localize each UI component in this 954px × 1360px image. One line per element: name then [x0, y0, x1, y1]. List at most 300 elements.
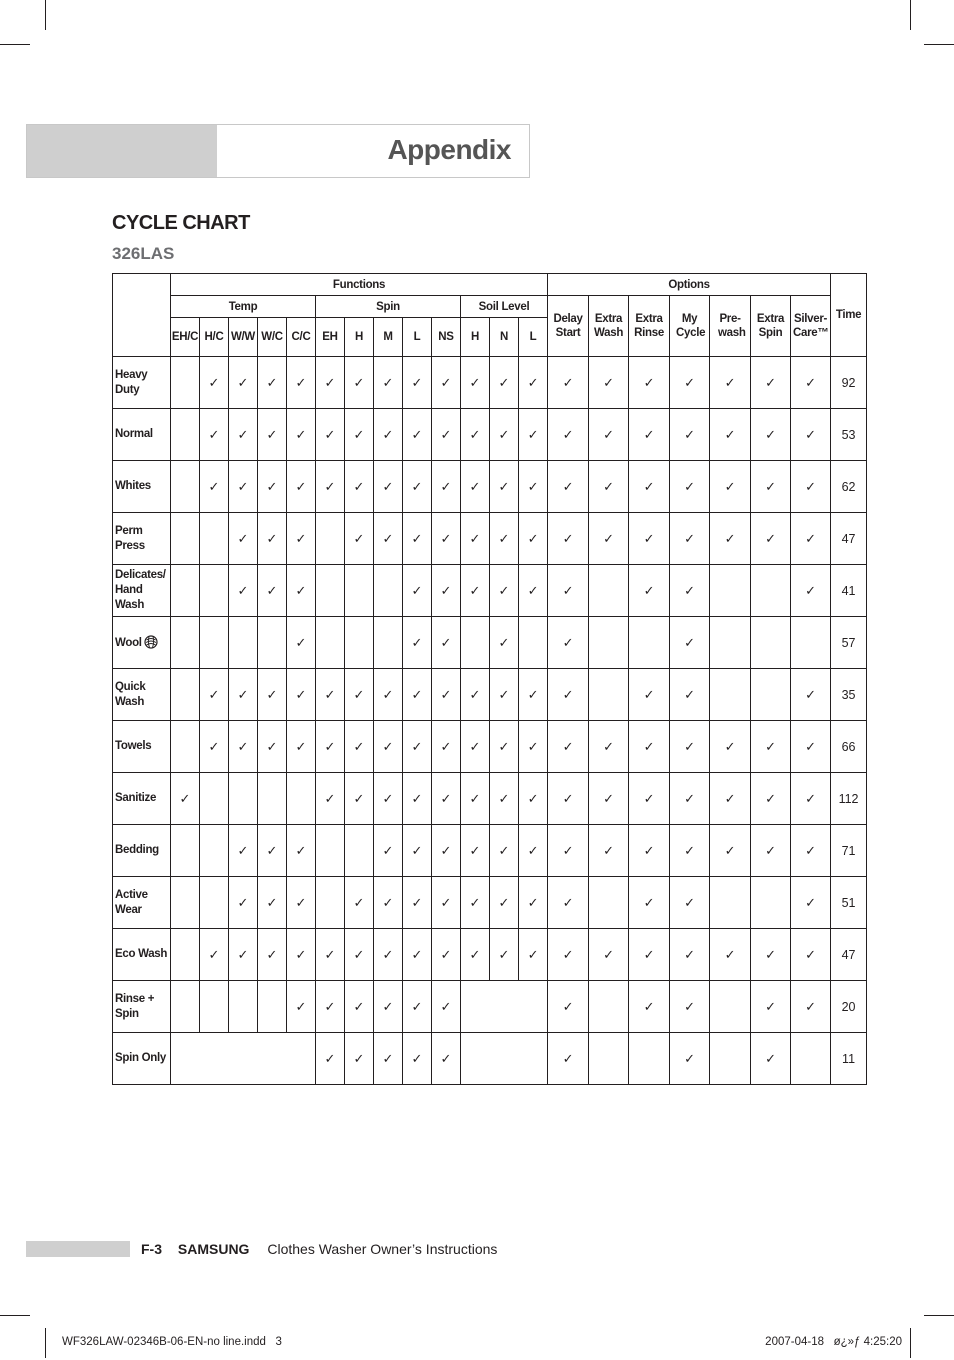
- check-mark-icon: ✓: [258, 357, 287, 409]
- check-mark-icon: ✓: [490, 513, 519, 565]
- empty-cell: [751, 617, 791, 669]
- crop-mark: [924, 1315, 954, 1316]
- banner-tab: [27, 125, 217, 177]
- check-mark-icon: ✓: [589, 357, 629, 409]
- check-mark-icon: ✓: [432, 409, 461, 461]
- empty-cell: [229, 981, 258, 1033]
- empty-cell: [287, 773, 316, 825]
- empty-cell: [200, 877, 229, 929]
- empty-cell: [345, 617, 374, 669]
- crop-mark: [0, 1315, 30, 1316]
- check-mark-icon: ✓: [258, 461, 287, 513]
- check-mark-icon: ✓: [490, 617, 519, 669]
- check-mark-icon: ✓: [258, 825, 287, 877]
- check-mark-icon: ✓: [548, 773, 589, 825]
- check-mark-icon: ✓: [710, 461, 751, 513]
- check-mark-icon: ✓: [791, 981, 831, 1033]
- check-mark-icon: ✓: [519, 409, 548, 461]
- check-mark-icon: ✓: [548, 929, 589, 981]
- check-mark-icon: ✓: [629, 929, 670, 981]
- page-footer: [141, 1241, 497, 1257]
- check-mark-icon: ✓: [751, 409, 791, 461]
- check-mark-icon: ✓: [171, 773, 200, 825]
- check-mark-icon: ✓: [519, 929, 548, 981]
- check-mark-icon: ✓: [200, 409, 229, 461]
- check-mark-icon: ✓: [791, 409, 831, 461]
- check-mark-icon: ✓: [461, 409, 490, 461]
- check-mark-icon: ✓: [751, 721, 791, 773]
- check-mark-icon: ✓: [751, 981, 791, 1033]
- check-mark-icon: ✓: [287, 357, 316, 409]
- check-mark-icon: ✓: [258, 877, 287, 929]
- empty-cell: [171, 669, 200, 721]
- check-mark-icon: ✓: [403, 461, 432, 513]
- empty-cell: [374, 565, 403, 617]
- check-mark-icon: ✓: [670, 513, 710, 565]
- empty-cell: [171, 929, 200, 981]
- empty-cell: [171, 461, 200, 513]
- check-mark-icon: ✓: [461, 721, 490, 773]
- check-mark-icon: ✓: [316, 929, 345, 981]
- check-mark-icon: ✓: [519, 773, 548, 825]
- cycle-name-label: Active Wear: [115, 888, 148, 916]
- empty-cell: [171, 357, 200, 409]
- check-mark-icon: ✓: [670, 825, 710, 877]
- empty-cell: [171, 877, 200, 929]
- check-mark-icon: ✓: [670, 877, 710, 929]
- cycle-time: 20: [831, 981, 867, 1033]
- check-mark-icon: ✓: [287, 721, 316, 773]
- empty-cell: [200, 617, 229, 669]
- cycle-name: [113, 721, 171, 773]
- check-mark-icon: ✓: [374, 1033, 403, 1085]
- check-mark-icon: ✓: [791, 825, 831, 877]
- empty-cell: [629, 1033, 670, 1085]
- empty-cell: [171, 981, 200, 1033]
- check-mark-icon: ✓: [229, 565, 258, 617]
- cycle-name: [113, 669, 171, 721]
- option-header: Silver-Care™: [791, 296, 831, 357]
- empty-cell: [589, 877, 629, 929]
- option-header: Delay Start: [548, 296, 589, 357]
- check-mark-icon: ✓: [200, 461, 229, 513]
- check-mark-icon: ✓: [258, 721, 287, 773]
- check-mark-icon: ✓: [548, 825, 589, 877]
- check-mark-icon: ✓: [258, 929, 287, 981]
- check-mark-icon: ✓: [629, 825, 670, 877]
- temp-col-header: W/C: [258, 318, 287, 357]
- check-mark-icon: ✓: [403, 721, 432, 773]
- check-mark-icon: ✓: [345, 929, 374, 981]
- check-mark-icon: ✓: [287, 617, 316, 669]
- check-mark-icon: ✓: [287, 565, 316, 617]
- table-row: [113, 721, 867, 773]
- cycle-name-label: Whites: [115, 480, 151, 492]
- slug-filename: WF326LAW-02346B-06-EN-no line.indd 3: [62, 1336, 282, 1348]
- empty-cell: [258, 773, 287, 825]
- temp-col-header: H/C: [200, 318, 229, 357]
- check-mark-icon: ✓: [432, 617, 461, 669]
- spin-col-header: EH: [316, 318, 345, 357]
- spin-col-header: L: [403, 318, 432, 357]
- temp-col-header: C/C: [287, 318, 316, 357]
- check-mark-icon: ✓: [548, 721, 589, 773]
- cycle-name: [113, 1033, 171, 1085]
- check-mark-icon: ✓: [345, 721, 374, 773]
- empty-cell: [589, 1033, 629, 1085]
- check-mark-icon: ✓: [589, 929, 629, 981]
- check-mark-icon: ✓: [287, 877, 316, 929]
- cycle-name-label: Wool: [115, 636, 142, 649]
- check-mark-icon: ✓: [548, 357, 589, 409]
- cycle-name: [113, 773, 171, 825]
- check-mark-icon: ✓: [461, 669, 490, 721]
- check-mark-icon: ✓: [670, 409, 710, 461]
- empty-cell: [791, 1033, 831, 1085]
- table-row: [113, 981, 867, 1033]
- empty-cell: [345, 825, 374, 877]
- cycle-name: [113, 513, 171, 565]
- check-mark-icon: ✓: [316, 669, 345, 721]
- check-mark-icon: ✓: [519, 513, 548, 565]
- cycle-time: 62: [831, 461, 867, 513]
- crop-mark: [0, 44, 30, 45]
- check-mark-icon: ✓: [791, 669, 831, 721]
- table-row: [113, 1033, 867, 1085]
- cycle-time: 35: [831, 669, 867, 721]
- check-mark-icon: ✓: [670, 981, 710, 1033]
- check-mark-icon: ✓: [519, 565, 548, 617]
- check-mark-icon: ✓: [374, 513, 403, 565]
- check-mark-icon: ✓: [432, 669, 461, 721]
- cycle-name: [113, 565, 171, 617]
- table-header: [113, 274, 867, 357]
- check-mark-icon: ✓: [629, 773, 670, 825]
- check-mark-icon: ✓: [432, 565, 461, 617]
- slug-timestamp: 2007-04-18 ø¿»ƒ 4:25:20: [765, 1336, 902, 1348]
- check-mark-icon: ✓: [316, 409, 345, 461]
- time-header: Time: [831, 274, 867, 357]
- check-mark-icon: ✓: [589, 773, 629, 825]
- check-mark-icon: ✓: [791, 721, 831, 773]
- check-mark-icon: ✓: [374, 721, 403, 773]
- check-mark-icon: ✓: [229, 721, 258, 773]
- check-mark-icon: ✓: [316, 357, 345, 409]
- empty-cell: [171, 513, 200, 565]
- section-title: Appendix: [387, 134, 511, 165]
- check-mark-icon: ✓: [751, 1033, 791, 1085]
- check-mark-icon: ✓: [229, 409, 258, 461]
- check-mark-icon: ✓: [670, 1033, 710, 1085]
- check-mark-icon: ✓: [629, 669, 670, 721]
- cycle-time: 47: [831, 929, 867, 981]
- check-mark-icon: ✓: [670, 617, 710, 669]
- check-mark-icon: ✓: [345, 409, 374, 461]
- cycle-name: [113, 981, 171, 1033]
- empty-cell: [258, 617, 287, 669]
- empty-cell: [461, 981, 548, 1033]
- check-mark-icon: ✓: [258, 513, 287, 565]
- empty-cell: [629, 617, 670, 669]
- check-mark-icon: ✓: [710, 513, 751, 565]
- table-row: [113, 513, 867, 565]
- table-row: [113, 877, 867, 929]
- check-mark-icon: ✓: [258, 669, 287, 721]
- cycle-name: [113, 357, 171, 409]
- empty-cell: [710, 565, 751, 617]
- check-mark-icon: ✓: [791, 565, 831, 617]
- check-mark-icon: ✓: [229, 669, 258, 721]
- cycle-time: 47: [831, 513, 867, 565]
- check-mark-icon: ✓: [200, 357, 229, 409]
- check-mark-icon: ✓: [670, 929, 710, 981]
- check-mark-icon: ✓: [791, 461, 831, 513]
- empty-cell: [519, 617, 548, 669]
- cycle-time: 11: [831, 1033, 867, 1085]
- cycle-time: 57: [831, 617, 867, 669]
- empty-cell: [171, 409, 200, 461]
- empty-cell: [751, 877, 791, 929]
- check-mark-icon: ✓: [403, 357, 432, 409]
- chart-title: CYCLE CHART: [112, 212, 250, 234]
- soil-col-header: H: [461, 318, 490, 357]
- check-mark-icon: ✓: [670, 461, 710, 513]
- spin-header: Spin: [316, 296, 461, 318]
- temp-col-header: W/W: [229, 318, 258, 357]
- check-mark-icon: ✓: [287, 929, 316, 981]
- crop-mark: [924, 44, 954, 45]
- check-mark-icon: ✓: [461, 825, 490, 877]
- empty-cell: [258, 981, 287, 1033]
- check-mark-icon: ✓: [791, 773, 831, 825]
- document-title: Clothes Washer Owner’s Instructions: [267, 1241, 498, 1257]
- check-mark-icon: ✓: [461, 357, 490, 409]
- empty-cell: [710, 669, 751, 721]
- check-mark-icon: ✓: [345, 981, 374, 1033]
- check-mark-icon: ✓: [548, 1033, 589, 1085]
- soil-level-header: Soil Level: [461, 296, 548, 318]
- check-mark-icon: ✓: [345, 513, 374, 565]
- check-mark-icon: ✓: [432, 461, 461, 513]
- option-header: Pre-wash: [710, 296, 751, 357]
- check-mark-icon: ✓: [710, 929, 751, 981]
- check-mark-icon: ✓: [374, 877, 403, 929]
- check-mark-icon: ✓: [461, 929, 490, 981]
- empty-cell: [345, 565, 374, 617]
- check-mark-icon: ✓: [258, 565, 287, 617]
- empty-cell: [229, 617, 258, 669]
- check-mark-icon: ✓: [432, 357, 461, 409]
- check-mark-icon: ✓: [432, 825, 461, 877]
- check-mark-icon: ✓: [629, 721, 670, 773]
- check-mark-icon: ✓: [490, 461, 519, 513]
- table-row: [113, 773, 867, 825]
- check-mark-icon: ✓: [374, 825, 403, 877]
- check-mark-icon: ✓: [791, 929, 831, 981]
- check-mark-icon: ✓: [345, 357, 374, 409]
- empty-cell: [374, 617, 403, 669]
- check-mark-icon: ✓: [670, 773, 710, 825]
- check-mark-icon: ✓: [490, 825, 519, 877]
- cycle-time: 66: [831, 721, 867, 773]
- check-mark-icon: ✓: [751, 357, 791, 409]
- check-mark-icon: ✓: [490, 877, 519, 929]
- check-mark-icon: ✓: [519, 825, 548, 877]
- check-mark-icon: ✓: [710, 721, 751, 773]
- check-mark-icon: ✓: [316, 773, 345, 825]
- check-mark-icon: ✓: [670, 721, 710, 773]
- crop-mark: [910, 1328, 911, 1358]
- check-mark-icon: ✓: [374, 669, 403, 721]
- option-header: Extra Wash: [589, 296, 629, 357]
- table-row: [113, 669, 867, 721]
- check-mark-icon: ✓: [461, 461, 490, 513]
- empty-cell: [461, 617, 490, 669]
- check-mark-icon: ✓: [345, 773, 374, 825]
- check-mark-icon: ✓: [432, 773, 461, 825]
- options-header: Options: [548, 274, 831, 296]
- check-mark-icon: ✓: [287, 669, 316, 721]
- empty-cell: [200, 773, 229, 825]
- check-mark-icon: ✓: [589, 513, 629, 565]
- check-mark-icon: ✓: [432, 981, 461, 1033]
- check-mark-icon: ✓: [403, 981, 432, 1033]
- empty-cell: [461, 1033, 548, 1085]
- check-mark-icon: ✓: [629, 357, 670, 409]
- check-mark-icon: ✓: [432, 877, 461, 929]
- check-mark-icon: ✓: [200, 721, 229, 773]
- check-mark-icon: ✓: [548, 617, 589, 669]
- check-mark-icon: ✓: [589, 825, 629, 877]
- empty-cell: [200, 825, 229, 877]
- check-mark-icon: ✓: [345, 461, 374, 513]
- empty-cell: [229, 773, 258, 825]
- option-header: My Cycle: [670, 296, 710, 357]
- check-mark-icon: ✓: [490, 721, 519, 773]
- spin-col-header: M: [374, 318, 403, 357]
- check-mark-icon: ✓: [548, 565, 589, 617]
- check-mark-icon: ✓: [589, 461, 629, 513]
- check-mark-icon: ✓: [791, 357, 831, 409]
- spin-col-header: NS: [432, 318, 461, 357]
- check-mark-icon: ✓: [629, 461, 670, 513]
- check-mark-icon: ✓: [670, 565, 710, 617]
- check-mark-icon: ✓: [374, 929, 403, 981]
- cycle-name: [113, 461, 171, 513]
- cycle-name-label: Towels: [115, 740, 152, 752]
- table-row: [113, 409, 867, 461]
- empty-cell: [710, 617, 751, 669]
- check-mark-icon: ✓: [200, 929, 229, 981]
- check-mark-icon: ✓: [629, 513, 670, 565]
- option-header: Extra Spin: [751, 296, 791, 357]
- check-mark-icon: ✓: [229, 877, 258, 929]
- check-mark-icon: ✓: [316, 981, 345, 1033]
- check-mark-icon: ✓: [345, 877, 374, 929]
- cycle-time: 53: [831, 409, 867, 461]
- check-mark-icon: ✓: [403, 409, 432, 461]
- check-mark-icon: ✓: [403, 513, 432, 565]
- check-mark-icon: ✓: [432, 513, 461, 565]
- check-mark-icon: ✓: [287, 461, 316, 513]
- footer-bar: [26, 1241, 130, 1257]
- check-mark-icon: ✓: [403, 877, 432, 929]
- cycle-time: 41: [831, 565, 867, 617]
- check-mark-icon: ✓: [548, 981, 589, 1033]
- temp-col-header: EH/C: [171, 318, 200, 357]
- check-mark-icon: ✓: [287, 409, 316, 461]
- check-mark-icon: ✓: [751, 461, 791, 513]
- cycle-name-label: Sanitize: [115, 792, 157, 804]
- empty-cell: [710, 877, 751, 929]
- crop-mark: [45, 0, 46, 30]
- table-row: [113, 565, 867, 617]
- wool-icon: [144, 635, 158, 649]
- empty-cell: [200, 981, 229, 1033]
- check-mark-icon: ✓: [629, 981, 670, 1033]
- model-number: 326LAS: [112, 244, 175, 263]
- cycle-name-label: Quick Wash: [115, 680, 146, 708]
- cycle-time: 51: [831, 877, 867, 929]
- check-mark-icon: ✓: [374, 461, 403, 513]
- cycle-chart-table: [112, 273, 867, 1085]
- check-mark-icon: ✓: [345, 1033, 374, 1085]
- empty-cell: [791, 617, 831, 669]
- temp-header: Temp: [171, 296, 316, 318]
- empty-cell: [316, 565, 345, 617]
- check-mark-icon: ✓: [751, 929, 791, 981]
- check-mark-icon: ✓: [589, 409, 629, 461]
- table-row: [113, 461, 867, 513]
- check-mark-icon: ✓: [316, 721, 345, 773]
- check-mark-icon: ✓: [229, 513, 258, 565]
- check-mark-icon: ✓: [710, 825, 751, 877]
- functions-header: Functions: [171, 274, 548, 296]
- check-mark-icon: ✓: [316, 461, 345, 513]
- empty-cell: [171, 825, 200, 877]
- empty-cell: [751, 669, 791, 721]
- check-mark-icon: ✓: [461, 877, 490, 929]
- page-number: F-3: [141, 1241, 162, 1257]
- check-mark-icon: ✓: [432, 1033, 461, 1085]
- check-mark-icon: ✓: [287, 513, 316, 565]
- check-mark-icon: ✓: [403, 929, 432, 981]
- check-mark-icon: ✓: [490, 929, 519, 981]
- check-mark-icon: ✓: [403, 825, 432, 877]
- empty-cell: [589, 981, 629, 1033]
- check-mark-icon: ✓: [519, 461, 548, 513]
- check-mark-icon: ✓: [751, 825, 791, 877]
- check-mark-icon: ✓: [548, 461, 589, 513]
- check-mark-icon: ✓: [490, 357, 519, 409]
- empty-cell: [316, 825, 345, 877]
- check-mark-icon: ✓: [710, 357, 751, 409]
- empty-cell: [171, 565, 200, 617]
- empty-cell: [316, 877, 345, 929]
- spin-col-header: H: [345, 318, 374, 357]
- check-mark-icon: ✓: [287, 981, 316, 1033]
- empty-cell: [171, 617, 200, 669]
- check-mark-icon: ✓: [432, 929, 461, 981]
- empty-cell: [171, 721, 200, 773]
- empty-cell: [316, 617, 345, 669]
- cycle-time: 92: [831, 357, 867, 409]
- cycle-name-label: Rinse + Spin: [115, 992, 155, 1020]
- check-mark-icon: ✓: [490, 565, 519, 617]
- table-row: [113, 825, 867, 877]
- check-mark-icon: ✓: [670, 357, 710, 409]
- check-mark-icon: ✓: [519, 721, 548, 773]
